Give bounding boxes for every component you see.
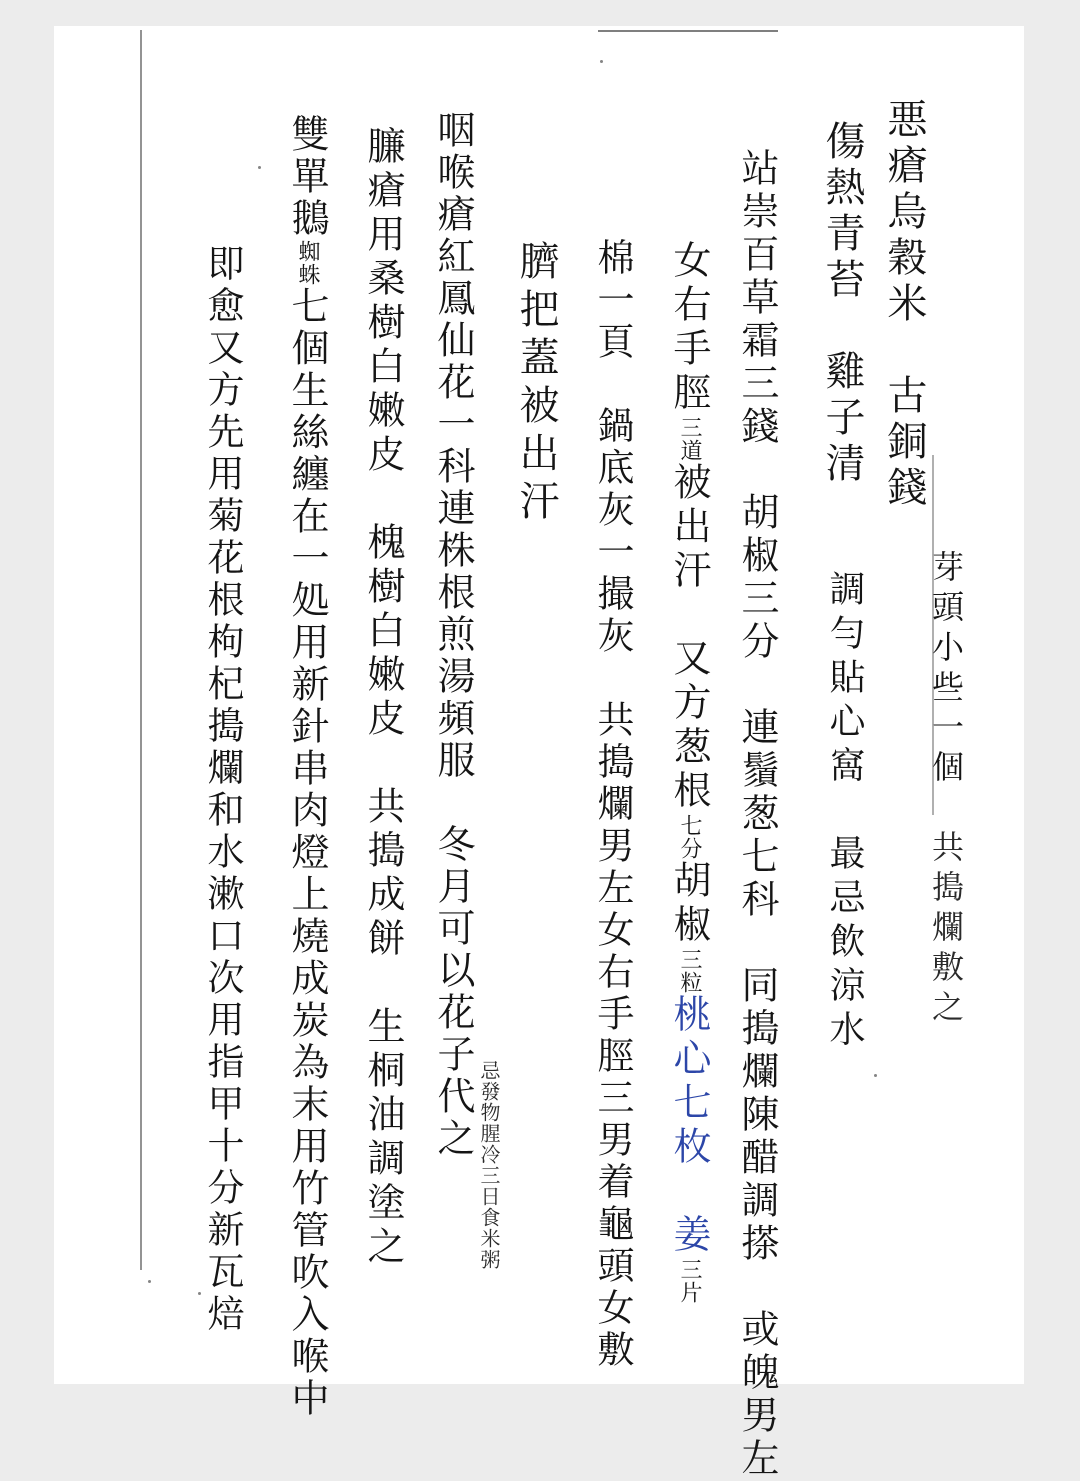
column-4	[667, 240, 711, 1304]
column-6	[513, 240, 559, 528]
column-1-text: 烏穀米 古銅錢	[881, 190, 927, 512]
manuscript-page	[138, 30, 1018, 1481]
column-6-text: 臍把蓋被出汗	[513, 240, 559, 528]
heading-throat-sore: 咽喉瘡	[431, 110, 475, 236]
heading-shin-sore: 臁瘡	[361, 126, 405, 214]
scan-speck	[258, 166, 261, 169]
column-1-note	[927, 550, 965, 790]
column-4-text-a: 女右手脛	[667, 240, 711, 416]
column-5-text: 棉一頁 鍋底灰一撮灰 共搗爛男左女右手脛三男着龜頭女敷	[591, 238, 634, 1372]
column-10-text: 即愈又方先用菊花根枸杞搗爛和水漱口次用指甲十分新瓦焙	[201, 244, 244, 1336]
scan-speck	[874, 1074, 877, 1077]
column-9-text: 七個生絲纏在一処用新針串肉燈上燒成炭為末用竹管吹入喉中	[285, 286, 329, 1420]
column-4-note-d: 三片	[677, 1258, 702, 1304]
column-4-text-d: 桃心七枚 姜	[667, 994, 711, 1258]
column-1-tail-text: 共搗爛敷之	[927, 830, 965, 1030]
column-9	[285, 114, 329, 1420]
column-3	[735, 148, 779, 1481]
column-2-text: 青苔 雞子清	[819, 212, 865, 488]
column-2-rest	[824, 570, 865, 1054]
left-margin-rule	[140, 30, 142, 1270]
column-7-note-text: 忌發物腥冷三日食米粥	[477, 1060, 501, 1270]
scan-speck	[198, 1292, 201, 1295]
column-3-text: 百草霜三錢 胡椒三分 連鬚葱七科 同搗爛陳醋調搽 或魄男左	[735, 234, 779, 1481]
heading-evil-sore: 悪瘡	[881, 98, 927, 190]
column-9-note: 蜘蛛	[295, 240, 320, 286]
scan-speck	[148, 1280, 151, 1283]
column-7	[431, 110, 475, 1160]
column-2-rest-text: 調勻貼心窩 最忌飲涼水	[824, 570, 865, 1054]
column-8-text: 用桑樹白嫩皮 槐樹白嫩皮 共搗成餅 生桐油調塗之	[361, 214, 405, 1270]
column-2	[819, 120, 865, 488]
scan-speck	[600, 60, 603, 63]
column-4-text-c: 胡椒	[667, 860, 711, 948]
column-1	[881, 98, 927, 512]
column-4-note-b: 七分	[677, 814, 702, 860]
column-8	[361, 126, 405, 1270]
column-5	[591, 238, 634, 1372]
column-1-tail	[927, 830, 965, 1030]
heading-heat-injury: 傷熱	[819, 120, 865, 212]
column-7-text: 紅鳳仙花一科連株根煎湯頻服 冬月可以花子代之	[431, 236, 475, 1160]
heading-zhan-sui: 站崇	[735, 148, 779, 234]
column-1-note-text: 芽頭小些一個	[927, 550, 965, 790]
top-edge-mark	[598, 30, 778, 32]
column-10	[201, 244, 244, 1336]
column-4-note-a: 三道	[677, 416, 702, 462]
column-7-note	[477, 1060, 501, 1270]
column-4-note-c: 三粒	[677, 948, 702, 994]
column-4-text-b: 被出汗 又方葱根	[667, 462, 711, 814]
heading-double-single-goose: 雙單鵝	[285, 114, 329, 240]
scanned-page	[54, 26, 1024, 1481]
